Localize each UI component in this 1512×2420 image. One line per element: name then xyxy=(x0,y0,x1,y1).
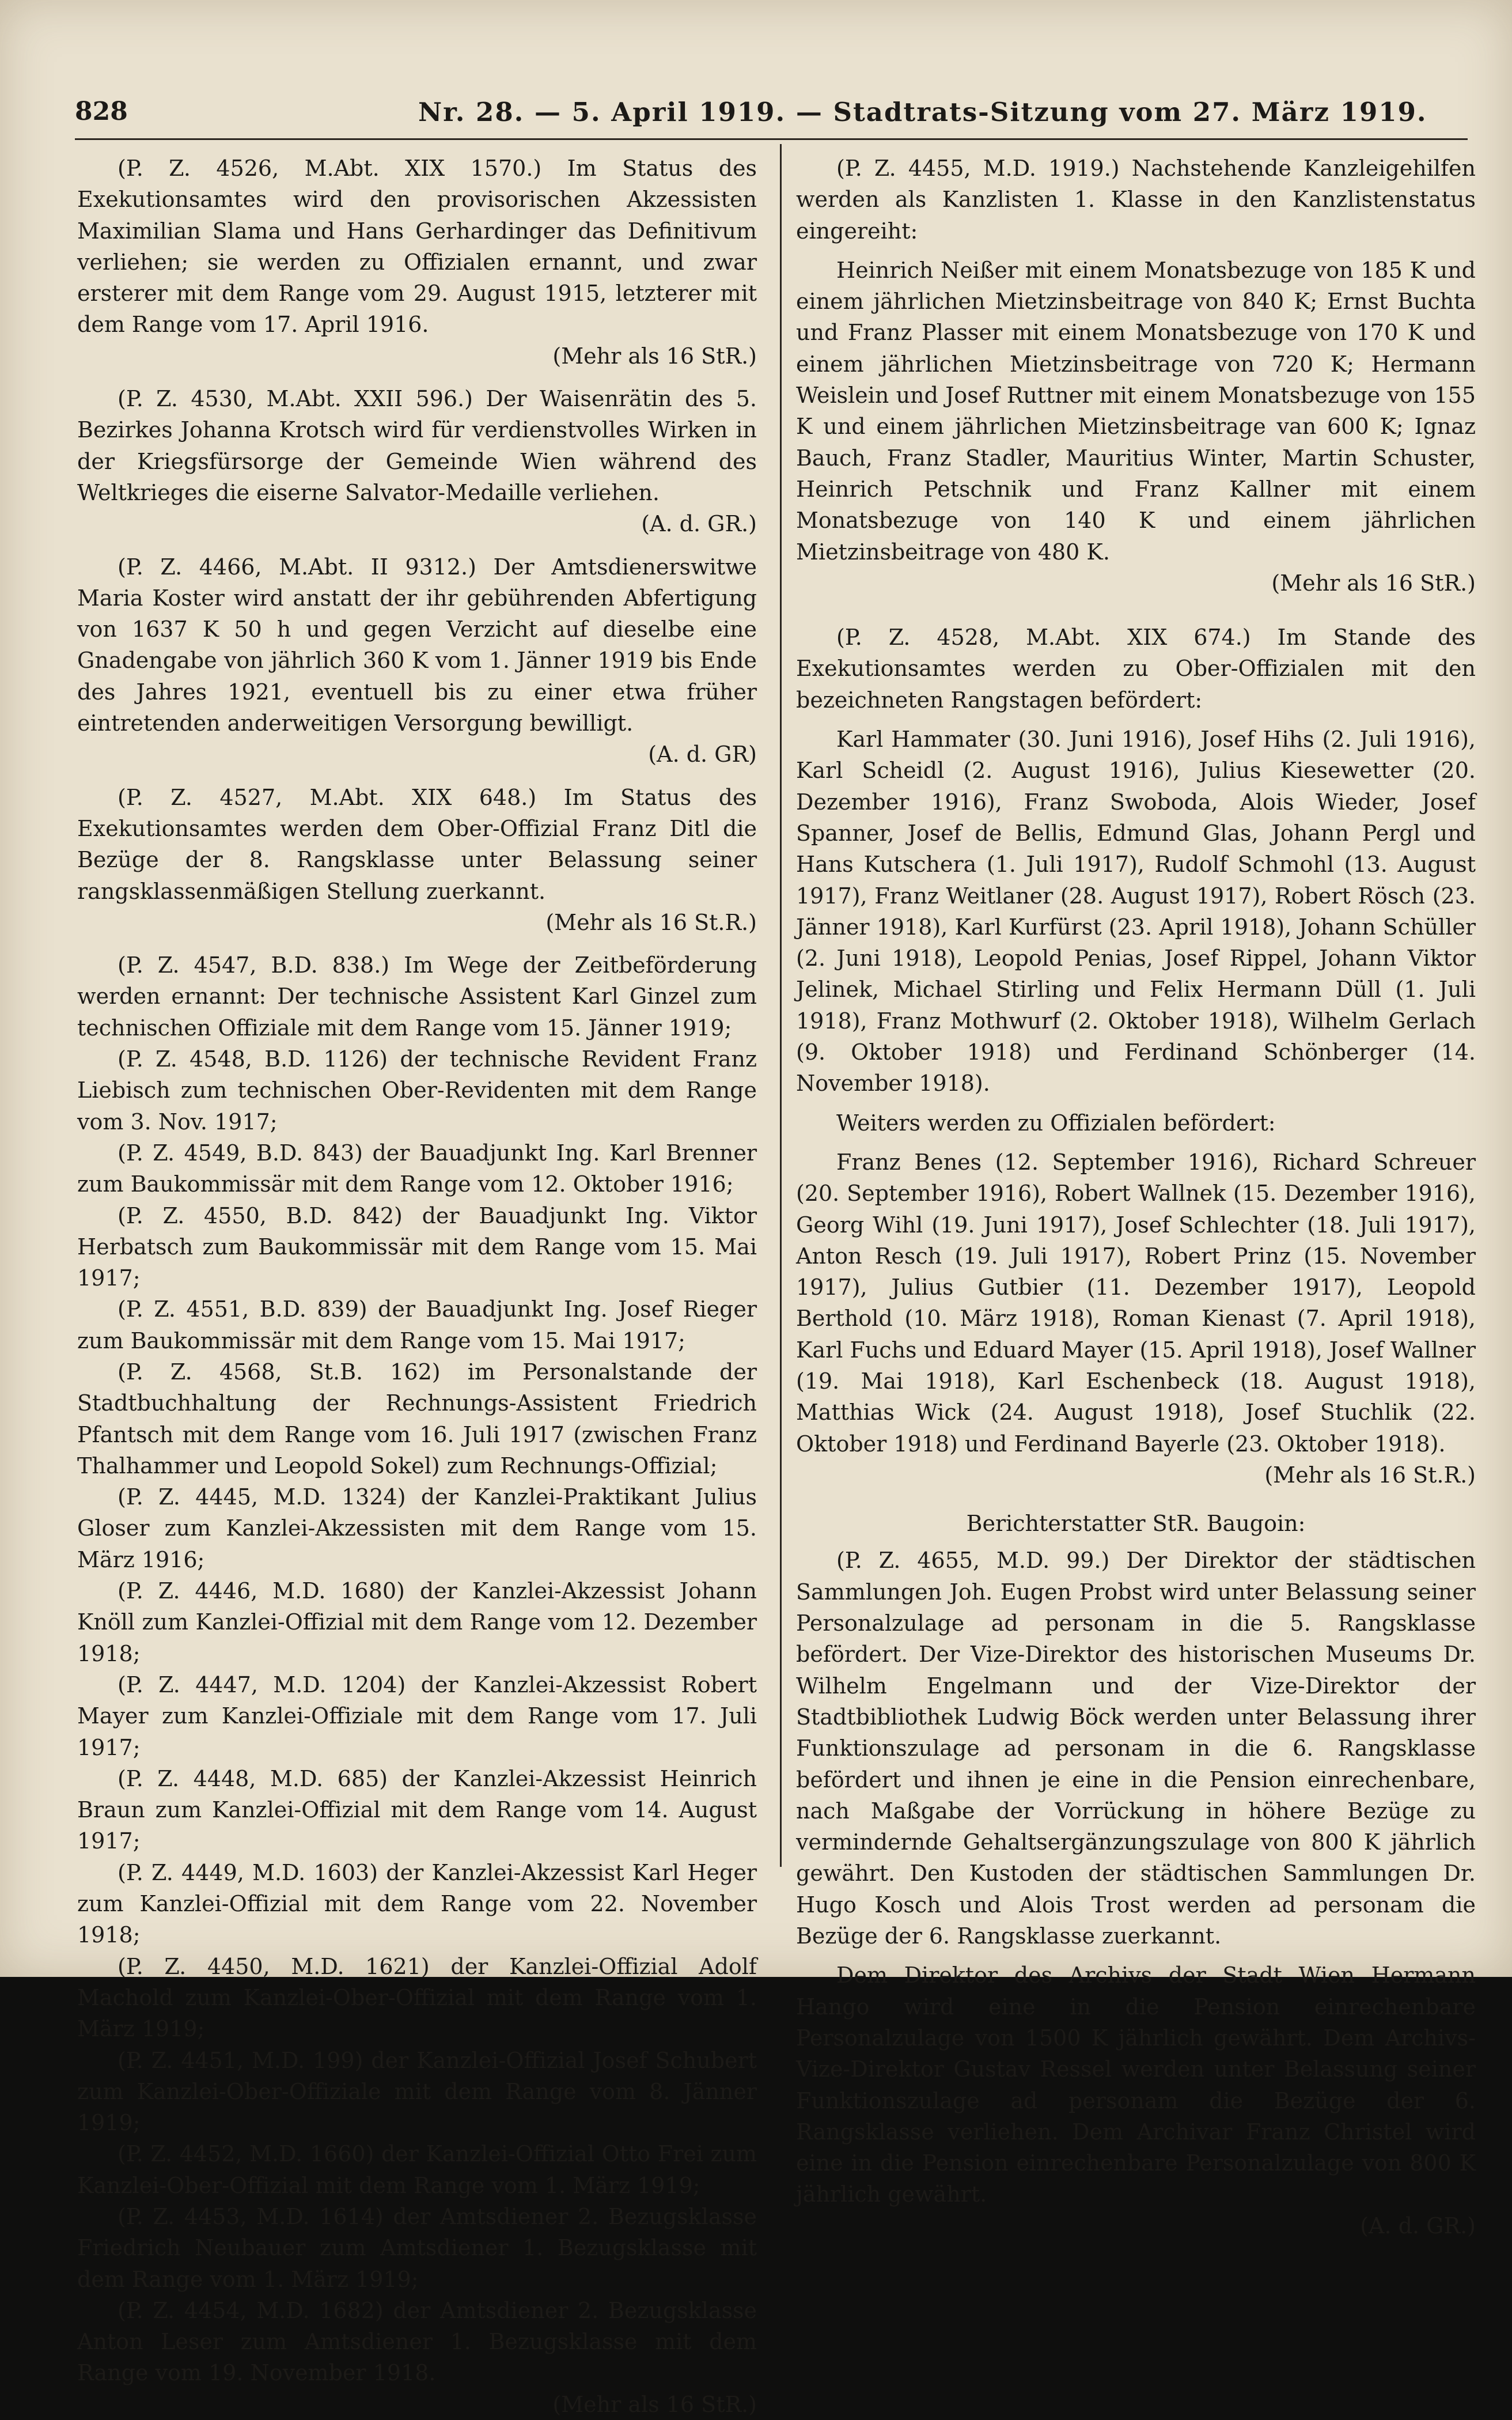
section-subheading: Berichterstatter StR. Baugoin: xyxy=(966,1511,1306,1537)
list-entry: (P. Z. 4449, M.D. 1603) der Kanzlei-Akzessist Karl Heger zum Kanzlei-Offizial mit dem Range vom 22. November 1918; xyxy=(77,1859,757,1948)
approval-note: (A. d. GR.) xyxy=(641,511,757,537)
paragraph: Karl Hammater (30. Juni 1916), Josef Hihs (2. Juli 1916), Karl Scheidl (2. August 1916), Julius Kiesewetter (20. Dezember 1916), Franz Swoboda, Alois Wieder, Josef Spanner, Josef de Bellis, Edmund Glas, Johann Pergl und Hans Kutschera (1. Juli 1917), Rudolf Schmohl (13. August 1917), Franz Weitlaner (28. August 1917), Robert Rösch (23. Jänner 1918), Karl Kurfürst (23. April 1918), Johann Schüller (2. Juni 1918), Leopold Penias, Josef Rippel, Johann Viktor Jelinek, Michael Stirling und Felix Hermann Düll (1. Juli 1918), Franz Mothwurf (2. Oktober 1918), Wilhelm Gerlach (9. Oktober 1918) und Ferdinand Schönberger (14. November 1918). xyxy=(796,727,1476,1096)
page-header xyxy=(75,97,1469,143)
approval-note: (Mehr als 16 St.R.) xyxy=(545,909,757,935)
header-title: Nr. 28. — 5. April 1919. — Stadtrats-Sitzung vom 27. März 1919. xyxy=(418,97,1427,127)
paragraph: (P. Z. 4466, M.Abt. II 9312.) Der Amtsdienerswitwe Maria Koster wird anstatt der ihr gebührenden Abfertigung von 1637 K 50 h und gegen Verzicht auf dieselbe eine Gnadengabe von jährlich 360 K vom 1. Jänner 1919 bis Ende des Jahres 1921, eventuell bis zu einer etwa früher eintretenden anderweitigen Versorgung bewilligt. xyxy=(77,554,757,736)
list-entry: (P. Z. 4454, M.D. 1682) der Amtsdiener 2. Bezugsklasse Anton Leser zum Amtsdiener 1. Bezugsklasse mit dem Range vom 19. November 1918. xyxy=(77,2297,757,2386)
paragraph: (P. Z. 4528, M.Abt. XIX 674.) Im Stande des Exekutionsamtes werden zu Ober-Offizialen mit den bezeichneten Rangstagen befördert: xyxy=(796,625,1476,713)
list-entry: (P. Z. 4451, M.D. 199) der Kanzlei-Offizial Josef Schubert zum Kanzlei-Ober-Offiziale mit dem Range vom 8. Jänner 1919; xyxy=(77,2047,757,2136)
approval-note: (Mehr als 16 StR.) xyxy=(552,343,757,369)
paragraph: (P. Z. 4655, M.D. 99.) Der Direktor der städtischen Sammlungen Joh. Eugen Probst wird unter Belassung seiner Personalzulage ad personam in die 5. Rangsklasse befördert. Der Vize-Direktor des historischen Museums Dr. Wilhelm Engelmann und der Vize-Direktor der Stadtbibliothek Ludwig Böck werden unter Belassung ihrer Funktionszulage ad personam in die 6. Rangsklasse befördert und ihnen je eine in die Pension einrechenbare, nach Maßgabe der Vorrückung in höhere Bezüge zu vermindernde Gehaltsergänzungszulage von 800 K jährlich gewährt. Den Kustoden der städtischen Sammlungen Dr. Hugo Kosch und Alois Trost werden ad personam die Bezüge der 6. Rangsklasse zuerkannt. xyxy=(796,1548,1476,1949)
paragraph: (P. Z. 4455, M.D. 1919.) Nachstehende Kanzleigehilfen werden als Kanzlisten 1. Klasse in den Kanzlistenstatus eingereiht: xyxy=(796,156,1476,244)
paragraph: (P. Z. 4547, B.D. 838.) Im Wege der Zeitbeförderung werden ernannt: Der technische Assistent Karl Ginzel zum technischen Offiziale mit dem Range vom 15. Jänner 1919; xyxy=(77,952,757,1041)
list-entry: (P. Z. 4448, M.D. 685) der Kanzlei-Akzessist Heinrich Braun zum Kanzlei-Offizial mit dem Range vom 14. August 1917; xyxy=(77,1765,757,1854)
approval-note: (A. d. GR.) xyxy=(1360,2213,1476,2238)
paragraph: (P. Z. 4526, M.Abt. XIX 1570.) Im Status des Exekutionsamtes wird den provisorischen Akzessisten Maximilian Slama und Hans Gerhardinger das Definitivum verliehen; sie werden zu Offizialen ernannt, und zwar ersterer mit dem Range vom 29. August 1915, letzterer mit dem Range vom 17. April 1916. xyxy=(77,156,757,338)
paragraph: Heinrich Neißer mit einem Monatsbezuge von 185 K und einem jährlichen Mietzinsbeitrage von 840 K; Ernst Buchta und Franz Plasser mit einem Monatsbezuge von 170 K und einem jährlichen Mietzinsbeitrage von 720 K; Hermann Weislein und Josef Ruttner mit einem Monatsbezuge von 155 K und einem jährlichen Mietzinsbeitrage van 600 K; Ignaz Bauch, Franz Stadler, Mauritius Winter, Martin Schuster, Heinrich Petschnik und Franz Kallner mit einem Monatsbezuge von 140 K und einem jährlichen Mietzinsbeitrage von 480 K. xyxy=(796,257,1476,565)
list-entry: (P. Z. 4549, B.D. 843) der Bauadjunkt Ing. Karl Brenner zum Baukommissär mit dem Range vom 12. Oktober 1916; xyxy=(77,1140,757,1197)
left-column xyxy=(77,153,757,2420)
list-entry: (P. Z. 4548, B.D. 1126) der technische Revident Franz Liebisch zum technischen Ober-Revidenten mit dem Range vom 3. Nov. 1917; xyxy=(77,1046,757,1135)
list-entry: (P. Z. 4450, M.D. 1621) der Kanzlei-Offizial Adolf Machold zum Kanzlei-Ober-Offizial mit dem Range vom 1. März 1919; xyxy=(77,1953,757,2042)
column-divider xyxy=(780,144,782,1867)
list-entry: (P. Z. 4446, M.D. 1680) der Kanzlei-Akzessist Johann Knöll zum Kanzlei-Offizial mit dem Range vom 12. Dezember 1918; xyxy=(77,1578,757,1666)
list-entry: (P. Z. 4452, M.D. 1660) der Kanzlei-Offizial Otto Frei zum Kanzlei-Ober-Offizial mit dem Range vom 1. März 1919; xyxy=(77,2141,757,2198)
paragraph: Weiters werden zu Offizialen befördert: xyxy=(836,1110,1276,1136)
paragraph: Dem Direktor des Archivs der Stadt Wien Hermann Hango wird eine in die Pension einrechenbare Personalzulage von 1500 K jährlich gewährt. Dem Archivs-Vize-Direktor Gustav Ressel werden unter Belassung seiner Funktionszulage ad personam die Bezüge der 6. Rangsklasse verliehen. Dem Archivar Franz Christel wird eine in die Pension einrechenbare Personalzulage von 800 K jährlich gewährt. xyxy=(796,1963,1476,2207)
list-entry: (P. Z. 4568, St.B. 162) im Personalstande der Stadtbuchhaltung der Rechnungs-Assistent Friedrich Pfantsch mit dem Range vom 16. Juli 1917 (zwischen Franz Thalhammer und Leopold Sokel) zum Rechnungs-Offizial; xyxy=(77,1359,757,1479)
list-entry: (P. Z. 4447, M.D. 1204) der Kanzlei-Akzessist Robert Mayer zum Kanzlei-Offiziale mit dem Range vom 17. Juli 1917; xyxy=(77,1672,757,1760)
paragraph: Franz Benes (12. September 1916), Richard Schreuer (20. September 1916), Robert Wallnek (15. Dezember 1916), Georg Wihl (19. Juni 1917), Josef Schlechter (18. Juli 1917), Anton Resch (19. Juli 1917), Robert Prinz (15. November 1917), Julius Gutbier (11. Dezember 1917), Leopold Berthold (10. März 1918), Roman Kienast (7. April 1918), Karl Fuchs und Eduard Mayer (15. April 1918), Josef Wallner (19. Mai 1918), Karl Eschenbeck (18. August 1918), Matthias Wick (24. August 1918), Josef Stuchlik (22. Oktober 1918) und Ferdinand Bayerle (23. Oktober 1918). xyxy=(796,1149,1476,1457)
right-column xyxy=(796,153,1476,2241)
list-entry: (P. Z. 4550, B.D. 842) der Bauadjunkt Ing. Viktor Herbatsch zum Baukommissär mit dem Range vom 15. Mai 1917; xyxy=(77,1203,757,1291)
list-entry: (P. Z. 4453, M.D. 1614) der Amtsdiener 2. Bezugsklasse Friedrich Neubauer zum Amtsdiener 1. Bezugsklasse mit dem Range vom 1. März 1919; xyxy=(77,2204,757,2292)
paragraph: (P. Z. 4530, M.Abt. XXII 596.) Der Waisenrätin des 5. Bezirkes Johanna Krotsch wird für verdienstvolles Wirken in der Kriegsfürsorge der Gemeinde Wien während des Weltkrieges die eiserne Salvator-Medaille verliehen. xyxy=(77,386,757,505)
approval-note: (A. d. GR) xyxy=(648,742,757,767)
approval-note: (Mehr als 16 StR.) xyxy=(552,2391,757,2417)
paragraph: (P. Z. 4527, M.Abt. XIX 648.) Im Status des Exekutionsamtes werden dem Ober-Offizial Franz Ditl die Bezüge der 8. Rangsklasse unter Belassung seiner rangsklassenmäßigen Stellung zuerkannt. xyxy=(77,784,757,904)
list-entry: (P. Z. 4551, B.D. 839) der Bauadjunkt Ing. Josef Rieger zum Baukommissär mit dem Range vom 15. Mai 1917; xyxy=(77,1296,757,1353)
page-number: 828 xyxy=(75,97,128,126)
approval-note: (Mehr als 16 St.R.) xyxy=(1264,1462,1476,1488)
list-entry: (P. Z. 4445, M.D. 1324) der Kanzlei-Praktikant Julius Gloser zum Kanzlei-Akzessisten mit dem Range vom 15. März 1916; xyxy=(77,1484,757,1572)
approval-note: (Mehr als 16 StR.) xyxy=(1271,570,1476,596)
header-rule xyxy=(75,138,1468,140)
